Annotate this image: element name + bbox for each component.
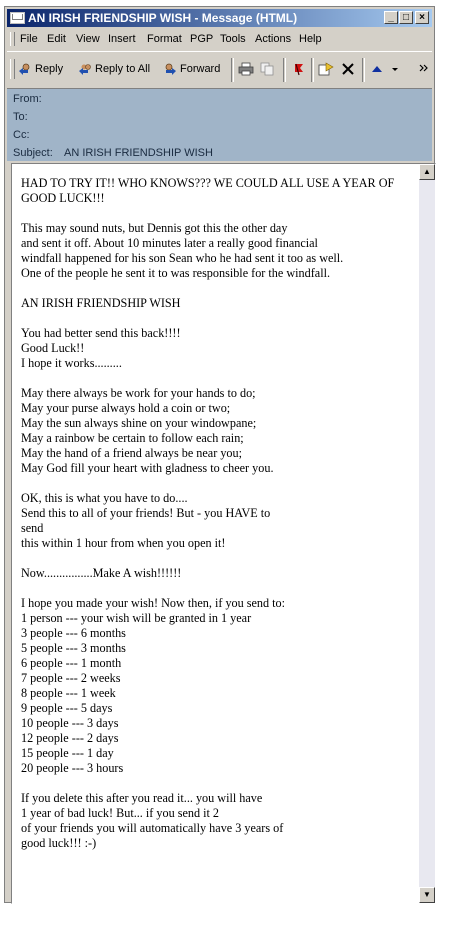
title-bar[interactable] — [7, 9, 432, 27]
body-line: Send this to all of your friends! But - you HAVE to — [21, 506, 271, 520]
delete-button[interactable] — [341, 60, 358, 80]
body-line: May there always be work for your hands to do; — [21, 386, 256, 400]
body-line: May a rainbow be certain to follow each rain; — [21, 431, 244, 445]
minimize-button[interactable]: _ — [384, 11, 398, 24]
reply-label: Reply — [35, 63, 64, 75]
flag-icon — [292, 62, 306, 76]
reply-all-button[interactable] — [78, 60, 150, 80]
body-line: 12 people --- 2 days — [21, 731, 119, 745]
body-line: this within 1 hour from when you open it! — [21, 536, 226, 550]
body-line: May the sun always shine on your windowpane; — [21, 416, 257, 430]
scroll-down-button[interactable]: ▼ — [419, 887, 435, 903]
toolbar-separator — [283, 58, 286, 82]
forward-button[interactable] — [163, 60, 220, 80]
reply-icon — [18, 62, 32, 76]
message-body[interactable] — [11, 163, 436, 904]
maximize-button[interactable]: □ — [399, 11, 413, 24]
toolbar — [7, 51, 432, 89]
envelope-icon — [10, 12, 25, 24]
more-icon — [419, 62, 433, 76]
menu-edit[interactable]: Edit — [47, 33, 66, 45]
move-icon — [318, 62, 332, 76]
previous-dropdown-button[interactable] — [391, 60, 408, 80]
copy-button[interactable] — [260, 60, 277, 80]
menu-pgp[interactable]: PGP — [190, 33, 214, 45]
reply-button[interactable] — [18, 60, 63, 80]
print-icon — [238, 62, 252, 76]
menu-insert[interactable]: Insert — [108, 33, 136, 45]
forward-icon — [163, 62, 177, 76]
menu-tools[interactable]: Tools — [220, 33, 246, 45]
more-toolbar-button[interactable] — [419, 60, 436, 80]
scroll-up-button[interactable]: ▲ — [419, 164, 435, 180]
body-line: of your friends you will automatically have 3 years of — [21, 821, 284, 835]
window-title: AN IRISH FRIENDSHIP WISH - Message (HTML) — [28, 11, 298, 25]
subject-value: AN IRISH FRIENDSHIP WISH — [64, 147, 213, 159]
body-paragraph — [21, 176, 416, 206]
message-text — [21, 176, 416, 866]
body-line: HAD TO TRY IT!! WHO KNOWS??? WE COULD ALL USE A YEAR OF — [21, 176, 395, 190]
message-window — [4, 6, 435, 903]
body-line: Good Luck!! — [21, 341, 85, 355]
delete-icon — [341, 62, 355, 76]
menu-format[interactable]: Format — [147, 33, 182, 45]
body-line: send — [21, 521, 44, 535]
body-line: If you delete this after you read it... you will have — [21, 791, 263, 805]
body-paragraph — [21, 791, 416, 851]
from-label: From: — [13, 93, 42, 105]
cc-label: Cc: — [13, 129, 30, 141]
close-button[interactable]: × — [415, 11, 429, 24]
to-label: To: — [13, 111, 28, 123]
body-line: 8 people --- 1 week — [21, 686, 116, 700]
body-line: OK, this is what you have to do.... — [21, 491, 188, 505]
body-line: 7 people --- 2 weeks — [21, 671, 121, 685]
toolbar-grip — [10, 59, 15, 79]
reply-all-label: Reply to All — [95, 63, 151, 75]
print-button[interactable] — [238, 60, 255, 80]
body-paragraph — [21, 596, 416, 776]
body-line: good luck!!! :-) — [21, 836, 97, 850]
body-line: 1 year of bad luck! But... if you send it 2 — [21, 806, 220, 820]
body-line: and sent it off. About 10 minutes later a really good financial — [21, 236, 318, 250]
body-line: May God fill your heart with gladness to cheer you. — [21, 461, 274, 475]
menu-actions[interactable]: Actions — [255, 33, 292, 45]
body-line: May the hand of a friend always be near you; — [21, 446, 242, 460]
body-line: Now................Make A wish!!!!!! — [21, 566, 182, 580]
forward-label: Forward — [180, 63, 221, 75]
body-paragraph — [21, 221, 416, 281]
menu-bar — [7, 29, 432, 49]
body-line: GOOD LUCK!!! — [21, 191, 105, 205]
body-paragraph — [21, 386, 416, 476]
body-line: 9 people --- 5 days — [21, 701, 113, 715]
body-paragraph — [21, 296, 416, 311]
up-arrow-icon — [370, 62, 384, 76]
vertical-scrollbar[interactable] — [419, 164, 435, 903]
body-line: windfall happened for his son Sean who he had sent it too as well. — [21, 251, 344, 265]
body-line: AN IRISH FRIENDSHIP WISH — [21, 296, 181, 310]
body-line: 3 people --- 6 months — [21, 626, 126, 640]
body-line: I hope you made your wish! Now then, if you send to: — [21, 596, 286, 610]
body-line: This may sound nuts, but Dennis got this the other day — [21, 221, 288, 235]
body-paragraph — [21, 566, 416, 581]
dropdown-arrow-icon — [391, 62, 405, 76]
menu-grip — [10, 32, 15, 46]
menu-view[interactable]: View — [76, 33, 100, 45]
subject-label: Subject: — [13, 147, 53, 159]
body-line: 15 people --- 1 day — [21, 746, 114, 760]
toolbar-separator — [311, 58, 314, 82]
body-line: 10 people --- 3 days — [21, 716, 119, 730]
body-paragraph — [21, 491, 416, 551]
toolbar-separator — [362, 58, 365, 82]
body-line: 6 people --- 1 month — [21, 656, 122, 670]
move-button[interactable] — [318, 60, 335, 80]
menu-help[interactable]: Help — [299, 33, 322, 45]
body-line: You had better send this back!!!! — [21, 326, 181, 340]
body-line: I hope it works......... — [21, 356, 122, 370]
body-line: May your purse always hold a coin or two; — [21, 401, 231, 415]
toolbar-separator — [231, 58, 234, 82]
body-line: 1 person --- your wish will be granted in 1 year — [21, 611, 252, 625]
body-line: 5 people --- 3 months — [21, 641, 126, 655]
flag-button[interactable] — [292, 60, 309, 80]
menu-file[interactable]: File — [20, 33, 38, 45]
body-paragraph — [21, 326, 416, 371]
reply-all-icon — [78, 62, 92, 76]
body-line: One of the people he sent it to was responsible for the windfall. — [21, 266, 331, 280]
copy-icon — [260, 62, 274, 76]
previous-item-button[interactable] — [370, 60, 387, 80]
body-line: 20 people --- 3 hours — [21, 761, 124, 775]
message-header — [7, 89, 432, 161]
